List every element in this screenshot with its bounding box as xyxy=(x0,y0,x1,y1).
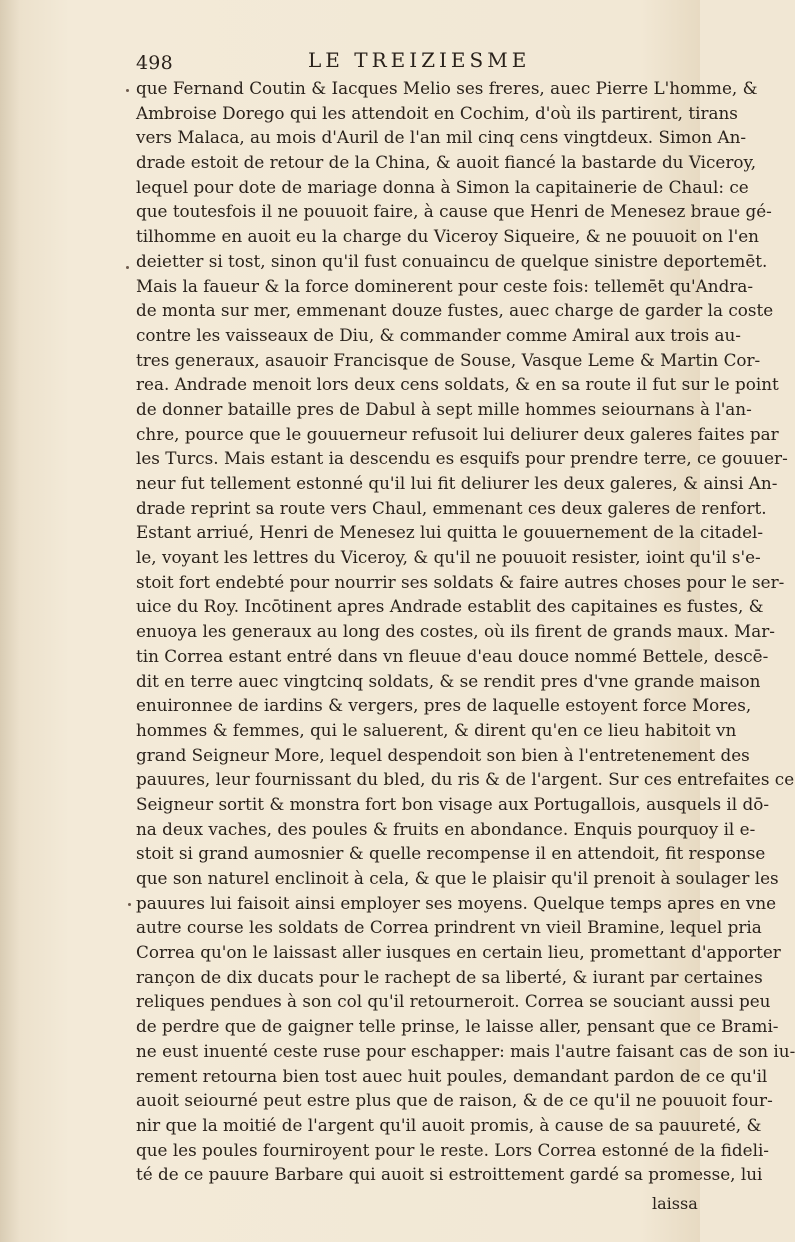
text-line: de donner bataille pres de Dabul à sept mille hommes seiournans à l'an- xyxy=(136,398,752,419)
text-line: reliques pendues à son col qu'il retourneroit. Correa se souciant aussi peu xyxy=(136,991,771,1012)
text-line: nir que la moitié de l'argent qu'il auoit promis, à cause de sa pauureté, & xyxy=(136,1114,762,1135)
text-line: drade reprint sa route vers Chaul, emmenant ces deux galeres de renfort. xyxy=(136,497,767,518)
text-line: vers Malaca, au mois d'Auril de l'an mil cinq cens vingtdeux. Simon An- xyxy=(136,127,747,148)
text-line: dit en terre auec vingtcinq soldats, & se rendit pres d'vne grande maison xyxy=(136,670,761,691)
marginal-mark xyxy=(126,266,129,269)
text-line: contre les vaisseaux de Diu, & commander comme Amiral aux trois au- xyxy=(136,324,741,345)
text-line: rançon de dix ducats pour le rachept de sa liberté, & iurant par certaines xyxy=(136,966,763,987)
text-line: Estant arriué, Henri de Menesez lui quitta le gouuernement de la citadel- xyxy=(136,522,764,543)
text-line: tin Correa estant entré dans vn fleuue d'eau douce nommé Bettele, descē- xyxy=(136,645,769,666)
page-number: 498 xyxy=(136,52,173,74)
text-line: de perdre que de gaigner telle prinse, le laisse aller, pensant que ce Brami- xyxy=(136,1016,779,1037)
text-line: de monta sur mer, emmenant douze fustes, auec charge de garder la coste xyxy=(136,300,774,321)
text-line: té de ce pauure Barbare qui auoit si estroittement gardé sa promesse, lui xyxy=(136,1164,763,1185)
text-line: le, voyant les lettres du Viceroy, & qu'il ne pouuoit resister, ioint qu'il s'e- xyxy=(136,547,761,568)
text-line: chre, pource que le gouuerneur refusoit lui deliurer deux galeres faites par xyxy=(136,423,779,444)
text-line: que toutesfois il ne pouuoit faire, à cause que Henri de Menesez braue gé- xyxy=(136,201,772,222)
text-line: auoit seiourné peut estre plus que de raison, & de ce qu'il ne pouuoit four- xyxy=(136,1090,773,1111)
text-line: na deux vaches, des poules & fruits en abondance. Enquis pourquoy il e- xyxy=(136,818,756,839)
text-line: pauures, leur fournissant du bled, du ris & de l'argent. Sur ces entrefaites ce xyxy=(136,769,795,790)
marginal-mark xyxy=(128,903,131,906)
text-line: tres generaux, asauoir Francisque de Souse, Vasque Leme & Martin Cor- xyxy=(136,349,761,370)
text-line: ne eust inuenté ceste ruse pour eschapper: mais l'autre faisant cas de son iu- xyxy=(136,1040,795,1061)
text-line: rea. Andrade menoit lors deux cens soldats, & en sa route il fut sur le point xyxy=(136,374,779,395)
text-line: tilhomme en auoit eu la charge du Viceroy Siqueire, & ne pouuoit on l'en xyxy=(136,226,759,247)
text-line: enuironnee de iardins & vergers, pres de laquelle estoyent force Mores, xyxy=(136,695,752,716)
text-line: Correa qu'on le laissast aller iusques en certain lieu, promettant d'apporter xyxy=(136,942,781,963)
text-line: deietter si tost, sinon qu'il fust conuaincu de quelque sinistre deportemēt. xyxy=(136,250,768,271)
text-line: que Fernand Coutin & Iacques Melio ses freres, auec Pierre L'homme, & xyxy=(136,78,758,98)
text-line: drade estoit de retour de la China, & auoit fiancé la bastarde du Viceroy, xyxy=(136,152,757,173)
text-line: pauures lui faisoit ainsi employer ses moyens. Quelque temps apres en vne xyxy=(136,892,777,913)
marginal-mark xyxy=(126,89,129,92)
text-line: Mais la faueur & la force dominerent pour ceste fois: tellemēt qu'Andra- xyxy=(136,275,754,296)
text-line: les Turcs. Mais estant ia descendu es esquifs pour prendre terre, ce gouuer- xyxy=(136,448,788,469)
text-line: que les poules fourniroyent pour le reste. Lors Correa estonné de la fideli- xyxy=(136,1139,769,1160)
text-line: neur fut tellement estonné qu'il lui fit deliurer les deux galeres, & ainsi An- xyxy=(136,473,778,493)
text-line: hommes & femmes, qui le saluerent, & dirent qu'en ce lieu habitoit vn xyxy=(136,719,737,740)
text-line: stoit fort endebté pour nourrir ses soldats & faire autres choses pour le ser- xyxy=(136,571,785,592)
text-line: Ambroise Dorego qui les attendoit en Cochim, d'où ils partirent, tirans xyxy=(136,102,738,123)
running-head: LE TREIZIESME xyxy=(308,48,531,72)
text-line: autre course les soldats de Correa prindrent vn vieil Bramine, lequel pria xyxy=(136,917,762,938)
text-line: Seigneur sortit & monstra fort bon visage aux Portugallois, ausquels il dō- xyxy=(136,793,769,814)
text-line: stoit si grand aumosnier & quelle recompense il en attendoit, fit response xyxy=(136,843,766,864)
text-line: rement retourna bien tost auec huit poules, demandant pardon de ce qu'il xyxy=(136,1065,768,1086)
text-line: uice du Roy. Incōtinent apres Andrade establit des capitaines es fustes, & xyxy=(136,596,764,617)
page-header xyxy=(136,48,676,78)
text-line: lequel pour dote de mariage donna à Simon la capitainerie de Chaul: ce xyxy=(136,176,749,197)
text-line: enuoya les generaux au long des costes, où ils firent de grands maux. Mar- xyxy=(136,621,775,642)
catchword: laissa xyxy=(652,1194,698,1213)
main-text-block xyxy=(136,76,795,1187)
text-line: grand Seigneur More, lequel despendoit son bien à l'entretenement des xyxy=(136,744,750,765)
text-line: que son naturel enclinoit à cela, & que le plaisir qu'il prenoit à soulager les xyxy=(136,868,779,888)
